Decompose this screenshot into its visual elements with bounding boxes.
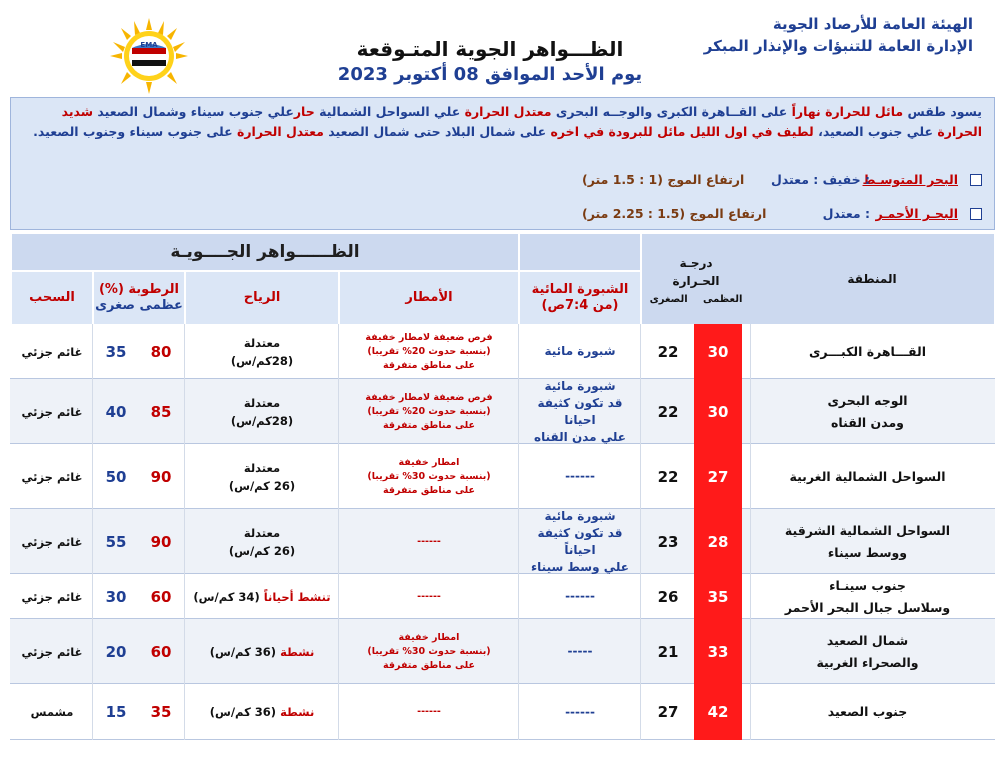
rain-text: فرص ضعيفة لامطار خفيفة xyxy=(365,331,493,343)
cell-humidity-max xyxy=(138,574,184,619)
forecast-table xyxy=(10,234,995,744)
wind-speed: (28كم/س) xyxy=(230,413,294,428)
cell-rain xyxy=(340,509,518,574)
cell-humidity-max xyxy=(138,684,184,740)
col-humidity-label: الرطوبة (%) xyxy=(98,282,180,297)
summary-part: علي جنوب الصعيد، xyxy=(813,124,938,139)
temp-max-value: 42 xyxy=(707,703,729,721)
cell-wind xyxy=(186,324,338,379)
humidity-min: 50 xyxy=(105,467,127,486)
summary-part: علي السواحل الشمالية xyxy=(314,104,465,119)
rain-text: ------ xyxy=(417,535,441,547)
cell-cloud xyxy=(12,509,92,574)
fog-text: شبورة مائية xyxy=(544,378,616,393)
cloud-text: غائم جزئي xyxy=(21,344,83,359)
cell-region xyxy=(750,444,985,509)
cell-temp-min xyxy=(642,324,694,379)
temp-min-value: 21 xyxy=(657,642,679,661)
fog-text-line2: قد تكون كثيفة احيانا xyxy=(537,395,623,427)
summary-part: يسود طقس xyxy=(903,104,982,119)
cell-humidity-min xyxy=(94,509,138,574)
wave-height: ارتفاع الموج (1.5 : 2.25 متر) xyxy=(582,206,767,221)
cell-humidity-max xyxy=(138,379,184,444)
cell-temp-max xyxy=(694,324,742,379)
cell-wind xyxy=(186,509,338,574)
region-name: السواحل الشمالية الشرقية xyxy=(784,522,951,538)
humidity-min: 35 xyxy=(105,342,127,361)
organization-name xyxy=(704,14,973,56)
column-divider xyxy=(92,324,93,740)
humidity-min: 30 xyxy=(105,587,127,606)
region-name-line2: والصحراء الغربية xyxy=(816,654,919,670)
wind-status: معتدلة xyxy=(243,335,281,350)
region-name: جنوب الصعيد xyxy=(827,704,908,719)
wind-status: معتدلة xyxy=(243,525,281,540)
column-divider xyxy=(184,324,185,740)
rain-area: على مناطق متفرقة xyxy=(383,359,475,371)
wave-height: ارتفاع الموج (1 : 1.5 متر) xyxy=(582,172,745,187)
humidity-min: 15 xyxy=(105,703,127,721)
cell-fog xyxy=(520,619,640,684)
cell-humidity-min xyxy=(94,684,138,740)
col-fog-label: الشبورة المائية xyxy=(531,282,629,297)
cell-temp-min xyxy=(642,574,694,619)
cell-temp-max xyxy=(694,509,742,574)
region-name: السواحل الشمالية الغربية xyxy=(789,468,946,484)
column-divider xyxy=(338,324,339,740)
rain-area: على مناطق متفرقة xyxy=(383,659,475,671)
cell-fog xyxy=(520,574,640,619)
region-name-line2: ووسط سيناء xyxy=(827,544,908,560)
fog-text: شبورة مائية xyxy=(544,508,616,523)
summary-part: على شمال البلاد حتى شمال الصعيد xyxy=(323,124,551,139)
cell-humidity-min xyxy=(94,444,138,509)
region-name: شمال الصعيد xyxy=(826,632,909,648)
humidity-min: 40 xyxy=(105,402,127,421)
cell-temp-max xyxy=(694,684,742,740)
cell-humidity-max xyxy=(138,509,184,574)
cell-temp-min xyxy=(642,379,694,444)
rain-probability: (بنسبة حدوث 20% تقريبا) xyxy=(367,405,491,417)
cell-wind xyxy=(186,684,338,740)
header-cloud xyxy=(12,272,92,324)
cell-temp-min xyxy=(642,509,694,574)
cell-temp-max xyxy=(694,619,742,684)
cell-fog xyxy=(520,324,640,379)
region-name: جنوب سينـاء xyxy=(829,577,906,593)
sea-row-red-sea xyxy=(22,204,982,226)
header-temperature xyxy=(642,234,750,324)
humidity-max: 90 xyxy=(150,532,172,551)
header-wind xyxy=(186,272,338,324)
bulletin-date: يوم الأحد الموافق 08 أكتوبر 2023 xyxy=(337,64,643,85)
wind-status: نشطة xyxy=(280,705,315,719)
cell-fog xyxy=(520,684,640,740)
humidity-min: 55 xyxy=(105,532,127,551)
cloud-text: غائم جزئي xyxy=(21,644,83,659)
checkbox-icon xyxy=(970,208,982,220)
col-temp-min-label: الصغرى xyxy=(649,293,688,305)
rain-text: امطار خفيفة xyxy=(398,631,460,643)
cell-cloud xyxy=(12,444,92,509)
header-fog xyxy=(520,272,640,324)
cell-humidity-min xyxy=(94,324,138,379)
cloud-text: غائم جزئي xyxy=(21,469,83,484)
wind-speed: (36 كم/س) xyxy=(209,705,277,719)
column-divider xyxy=(750,324,751,740)
col-temp-max-label: العظمى xyxy=(702,293,743,305)
rain-probability: (بنسبة حدوث 30% تقريبا) xyxy=(367,645,491,657)
fog-text: ------ xyxy=(565,704,595,719)
column-divider xyxy=(518,324,519,740)
temp-min-value: 27 xyxy=(657,703,679,721)
cell-fog xyxy=(520,379,640,444)
cloud-text: مشمس xyxy=(30,705,74,719)
sea-name: البحـر الأحمـر xyxy=(875,206,958,221)
rain-area: على مناطق متفرقة xyxy=(383,419,475,431)
summary-highlight: مائل للحرارة نهاراً xyxy=(791,104,904,119)
cell-wind xyxy=(186,379,338,444)
temp-max-value: 35 xyxy=(707,587,729,606)
cell-humidity-max xyxy=(138,619,184,684)
page-title: الظـــواهر الجوية المتـوقعة xyxy=(356,37,624,61)
summary-highlight: معتدل الحرارة xyxy=(464,104,552,119)
col-fog-time: (من 7:4ص) xyxy=(541,298,619,313)
temp-max-value: 30 xyxy=(707,402,729,421)
cloud-text: غائم جزئي xyxy=(21,404,83,419)
cell-temp-max xyxy=(694,574,742,619)
humidity-max: 90 xyxy=(150,467,172,486)
cell-region xyxy=(750,379,985,444)
humidity-max: 35 xyxy=(150,703,172,721)
cell-region xyxy=(750,574,985,619)
summary-highlight: معتدل الحرارة xyxy=(236,124,324,139)
cell-humidity-min xyxy=(94,619,138,684)
summary-text xyxy=(22,102,982,142)
wind-status: معتدلة xyxy=(243,460,281,475)
region-name: الوجه البحرى xyxy=(827,392,908,408)
logo-text: EMA xyxy=(140,41,158,49)
wind-speed: (26 كم/س) xyxy=(228,478,296,493)
summary-highlight: شديد الحرارة xyxy=(61,104,982,139)
cell-rain xyxy=(340,619,518,684)
wind-speed: (28كم/س) xyxy=(230,353,294,368)
fog-text: ----- xyxy=(567,644,593,658)
sea-row-mediterranean xyxy=(22,170,982,192)
cell-rain xyxy=(340,444,518,509)
summary-highlight: لطيف في اول الليل مائل للبرودة في اخره xyxy=(550,124,814,139)
fog-text-line3: علي وسط سيناء xyxy=(531,559,629,574)
cell-wind xyxy=(186,444,338,509)
phenomena-title-text: الظــــــواهر الجــــويـة xyxy=(170,242,360,262)
col-humidity-sub: عظمى صغرى xyxy=(95,298,183,313)
cell-region xyxy=(750,509,985,574)
rain-area: على مناطق متفرقة xyxy=(383,484,475,496)
cell-cloud xyxy=(12,574,92,619)
cell-temp-min xyxy=(642,684,694,740)
cell-temp-min xyxy=(642,444,694,509)
temp-max-value: 27 xyxy=(707,467,729,486)
rain-text: ------ xyxy=(417,706,441,717)
cell-rain xyxy=(340,574,518,619)
header-region xyxy=(750,234,995,324)
col-wind-label: الرياح xyxy=(243,290,281,305)
temp-min-value: 22 xyxy=(657,467,679,486)
wind-speed: (36 كم/س) xyxy=(209,644,277,659)
sea-state: : معتدل xyxy=(822,206,870,221)
header-blank xyxy=(520,234,640,270)
cell-rain xyxy=(340,379,518,444)
col-temp-label: درجـة الحـرارة xyxy=(672,255,720,288)
cell-region xyxy=(750,684,985,740)
wind-speed: (34 كم/س) xyxy=(193,589,260,604)
cell-cloud xyxy=(12,619,92,684)
fog-text: ------ xyxy=(565,469,595,483)
bulletin-title xyxy=(310,36,670,88)
humidity-max: 80 xyxy=(150,342,172,361)
region-name-line2: ومدن القناه xyxy=(831,414,904,430)
col-region-label: المنطقة xyxy=(847,272,897,286)
fog-text: شبورة مائية xyxy=(544,344,616,358)
cell-temp-max xyxy=(694,379,742,444)
bulletin-header xyxy=(10,8,995,96)
cell-wind xyxy=(186,574,338,619)
sea-state: : خفيف : معتدل xyxy=(770,172,870,187)
cloud-text: غائم جزئي xyxy=(21,589,83,604)
humidity-max: 60 xyxy=(150,587,172,606)
temp-min-value: 23 xyxy=(657,532,679,551)
temp-max-value: 30 xyxy=(707,342,729,361)
cell-rain xyxy=(340,324,518,379)
fog-text: ------ xyxy=(565,589,595,603)
org-line-2: الإدارة العامة للتنبؤات والإنذار المبكر xyxy=(703,37,973,55)
wind-status: نشطة xyxy=(280,644,315,659)
temp-min-value: 22 xyxy=(657,402,679,421)
fog-text-line2: قد تكون كثيفة احياناً xyxy=(537,525,623,557)
temp-max-value: 28 xyxy=(707,532,729,551)
wind-speed: (26 كم/س) xyxy=(228,543,296,558)
wind-status: تنشط أحياناً xyxy=(263,589,331,604)
checkbox-icon xyxy=(970,174,982,186)
cell-temp-max xyxy=(694,444,742,509)
col-rain-label: الأمطار xyxy=(405,290,453,305)
rain-text: ------ xyxy=(417,590,441,602)
cell-humidity-max xyxy=(138,324,184,379)
header-rain xyxy=(340,272,518,324)
header-humidity xyxy=(94,272,184,324)
cell-temp-min xyxy=(642,619,694,684)
column-divider xyxy=(640,324,641,740)
wind-status: معتدلة xyxy=(243,395,281,410)
fog-text-line3: علي مدن القناه xyxy=(534,429,626,444)
summary-box xyxy=(10,97,995,230)
cell-wind xyxy=(186,619,338,684)
cell-fog xyxy=(520,444,640,509)
cell-fog xyxy=(520,509,640,574)
org-line-1: الهيئة العامة للأرصاد الجوية xyxy=(772,15,973,33)
cell-rain xyxy=(340,684,518,740)
cell-region xyxy=(750,619,985,684)
cell-humidity-min xyxy=(94,379,138,444)
summary-highlight: حار xyxy=(293,104,315,119)
temp-min-value: 22 xyxy=(657,342,679,361)
phenomena-title xyxy=(12,234,518,270)
rain-probability: (بنسبة حدوث 30% تقريبا) xyxy=(367,470,491,482)
humidity-max: 60 xyxy=(150,642,172,661)
col-cloud-label: السحب xyxy=(29,290,75,305)
cell-region xyxy=(750,324,985,379)
cell-cloud xyxy=(12,684,92,740)
temp-min-value: 26 xyxy=(657,587,679,606)
sea-name: البحر المتوسـط xyxy=(862,172,958,187)
summary-part: على القــاهرة الكبرى والوجــه البحرى xyxy=(551,104,792,119)
cloud-text: غائم جزئي xyxy=(21,534,83,549)
humidity-min: 20 xyxy=(105,642,127,661)
rain-text: فرص ضعيفة لامطار خفيفة xyxy=(365,391,493,403)
rain-text: امطار خفيفة xyxy=(398,456,460,468)
ema-logo-icon xyxy=(110,18,188,94)
region-name-line2: وسلاسل جبال البحر الأحمر xyxy=(784,599,951,615)
summary-part: علي جنوب سيناء وشمال الصعيد xyxy=(93,104,294,119)
cell-cloud xyxy=(12,324,92,379)
temp-max-value: 33 xyxy=(707,642,729,661)
humidity-max: 85 xyxy=(150,402,172,421)
summary-part: على جنوب سيناء وجنوب الصعيد. xyxy=(33,124,237,139)
rain-probability: (بنسبة حدوث 20% تقريبا) xyxy=(367,345,491,357)
cell-cloud xyxy=(12,379,92,444)
region-name: القـــاهرة الكبـــرى xyxy=(808,343,927,359)
cell-humidity-min xyxy=(94,574,138,619)
cell-humidity-max xyxy=(138,444,184,509)
